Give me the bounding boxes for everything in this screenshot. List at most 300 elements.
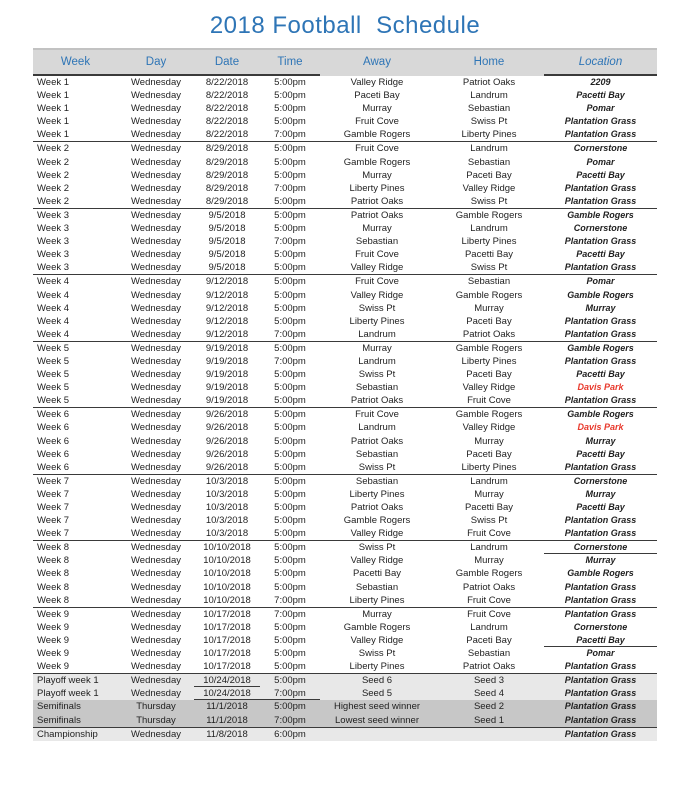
cell-away: Landrum [358,422,396,434]
schedule-row [33,634,657,647]
cell-home [434,728,544,741]
cell-away [320,728,434,741]
cell-away: Sebastian [355,475,399,487]
cell-day: Wednesday [131,342,181,354]
cell-time: 5:00pm [274,621,306,633]
cell-location: Plantation Grass [564,728,637,739]
cell-day: Wednesday [131,355,181,367]
cell-week: Week 8 [37,594,70,606]
cell-time: 7:00pm [274,608,306,620]
cell-date: 9/5/2018 [208,249,246,261]
cell-away: Gamble Rogers [343,515,411,527]
cell-home: Fruit Cove [467,528,511,540]
cell-location: Cornerstone [544,541,657,554]
cell-location: Davis Park [577,382,624,393]
cell-location: Gamble Rogers [567,209,634,220]
cell-date: 10/17/2018 [203,661,251,673]
schedule-row [33,554,657,567]
cell-date: 9/12/2018 [205,328,249,340]
cell-location: Gamble Rogers [567,568,634,579]
schedule-row [33,222,657,235]
cell-date: 10/17/2018 [203,648,251,660]
cell-home: Fruit Cove [467,395,511,407]
cell-home: Patriot Oaks [462,328,516,340]
cell-away: Patriot Oaks [350,209,404,221]
cell-away: Valley Ridge [350,634,404,646]
cell-date: 10/10/2018 [203,542,251,554]
cell-location: Murray [585,488,616,499]
cell-day: Thursday [136,701,176,713]
cell-home: Fruit Cove [467,608,511,620]
cell-location: Murray [585,435,616,446]
schedule-row [33,328,657,342]
cell-location: Plantation Grass [564,236,637,247]
cell-day: Wednesday [131,542,181,554]
cell-date: 9/5/2018 [208,236,246,248]
cell-day: Wednesday [131,90,181,102]
cell-location: Gamble Rogers [567,342,634,353]
cell-location: Davis Park [577,422,624,433]
cell-week: Week 3 [37,262,70,274]
cell-away: Murray [362,608,392,620]
cell-week: Week 9 [37,621,70,633]
col-header-day: Day [118,50,194,76]
cell-location: Pomar [586,648,615,659]
cell-home: Murray [474,435,504,447]
cell-time: 5:00pm [274,249,306,261]
cell-home: Sebastian [467,648,511,660]
cell-week: Semifinals [37,714,81,726]
cell-week: Week 7 [37,515,70,527]
cell-day: Wednesday [131,688,181,700]
cell-location: Plantation Grass [564,675,637,686]
schedule-row [33,435,657,448]
cell-time: 5:00pm [274,581,306,593]
cell-week: Week 6 [37,422,70,434]
cell-week: Week 7 [37,528,70,540]
cell-home: Murray [474,555,504,567]
cell-location: Plantation Grass [564,116,637,127]
cell-away: Gamble Rogers [343,156,411,168]
cell-away: Swiss Pt [358,542,396,554]
cell-date: 8/29/2018 [205,182,249,194]
cell-location: Plantation Grass [564,262,637,273]
cell-time: 5:00pm [274,342,306,354]
cell-home: Valley Ridge [462,382,516,394]
cell-home: Seed 3 [473,675,505,687]
cell-location: Murray [585,302,616,313]
cell-day: Wednesday [131,223,181,235]
cell-day: Wednesday [131,103,181,115]
cell-location: Cornerstone [573,143,628,154]
cell-day: Wednesday [131,77,181,88]
cell-away: Fruit Cove [355,276,399,288]
cell-week: Week 5 [37,369,70,381]
cell-day: Wednesday [131,129,181,141]
cell-day: Wednesday [131,581,181,593]
cell-home: Murray [474,488,504,500]
schedule-row [33,514,657,527]
schedule-row [33,660,657,674]
schedule-row [33,142,657,155]
cell-day: Wednesday [131,249,181,261]
cell-time: 7:00pm [274,594,306,606]
cell-time: 5:00pm [274,223,306,235]
cell-week: Week 6 [37,448,70,460]
schedule-row [33,475,657,488]
cell-location: Cornerstone [573,621,628,632]
cell-home: Sebastian [467,156,511,168]
cell-day: Wednesday [131,276,181,288]
schedule-row [33,621,657,634]
schedule-table [33,48,657,741]
cell-day: Wednesday [131,422,181,434]
cell-day: Wednesday [131,621,181,633]
cell-location: Plantation Grass [564,129,637,140]
cell-date: 8/29/2018 [205,169,249,181]
cell-week: Championship [37,728,98,740]
cell-week: Week 8 [37,555,70,567]
cell-date: 10/10/2018 [203,581,251,593]
cell-home: Sebastian [467,276,511,288]
schedule-row [33,76,657,89]
cell-day: Wednesday [131,448,181,460]
cell-time: 5:00pm [274,461,306,473]
cell-day: Thursday [136,714,176,726]
cell-away: Patriot Oaks [350,395,404,407]
cell-away: Liberty Pines [349,488,405,500]
cell-home: Patriot Oaks [462,661,516,673]
cell-away: Murray [362,103,392,115]
cell-date: 11/8/2018 [206,728,248,740]
cell-time: 5:00pm [274,169,306,181]
schedule-row [33,275,657,288]
cell-location: Plantation Grass [564,328,637,339]
cell-location: Plantation Grass [564,608,637,619]
cell-location: Plantation Grass [564,195,637,206]
cell-day: Wednesday [131,435,181,447]
cell-time: 5:00pm [274,302,306,314]
cell-home: Landrum [470,621,508,633]
cell-home: Pacetti Bay [464,502,514,513]
cell-week: Week 3 [37,209,70,221]
cell-home: Liberty Pines [461,236,517,248]
cell-time: 5:00pm [274,648,306,660]
cell-home: Liberty Pines [461,355,517,367]
cell-location: Plantation Grass [564,515,637,526]
cell-away: Swiss Pt [358,461,396,473]
cell-away: Valley Ridge [350,77,404,88]
cell-day: Wednesday [131,302,181,314]
cell-date: 8/22/2018 [205,129,249,141]
cell-time: 5:00pm [274,555,306,567]
cell-home: Seed 4 [473,688,505,700]
cell-home: Gamble Rogers [455,209,523,221]
cell-home: Gamble Rogers [455,568,523,580]
cell-day: Wednesday [131,728,181,740]
cell-time: 5:00pm [274,435,306,447]
cell-away: Swiss Pt [358,648,396,660]
schedule-row [33,608,657,621]
cell-time: 5:00pm [274,315,306,327]
cell-away: Sebastian [355,448,399,460]
schedule-row [33,209,657,222]
cell-home: Patriot Oaks [462,581,516,593]
cell-away: Paceti Bay [354,90,400,102]
cell-week: Semifinals [37,701,81,713]
cell-date: 9/5/2018 [208,262,246,274]
cell-location: Plantation Grass [564,395,637,406]
cell-location: Pomar [586,276,615,287]
cell-time: 7:00pm [274,182,306,194]
cell-week: Week 1 [37,129,70,141]
cell-location: Pacetti Bay [576,448,625,459]
schedule-row [33,728,657,741]
col-header-location: Location [544,50,657,76]
cell-away: Gamble Rogers [343,621,411,633]
cell-away: Gamble Rogers [343,129,411,141]
cell-date: 9/12/2018 [205,289,249,301]
cell-away: Valley Ridge [350,289,404,301]
cell-date: 9/26/2018 [205,409,249,421]
cell-day: Wednesday [131,209,181,221]
cell-time: 5:00pm [274,675,306,687]
cell-week: Week 3 [37,223,70,235]
cell-time: 5:00pm [274,502,306,513]
cell-week: Week 5 [37,355,70,367]
cell-time: 7:00pm [260,687,320,700]
cell-week: Week 5 [37,395,70,407]
schedule-table-body [33,76,657,741]
cell-time: 5:00pm [274,475,306,487]
cell-away: Valley Ridge [350,528,404,540]
schedule-row [33,248,657,261]
cell-date: 9/19/2018 [205,355,249,367]
schedule-row [33,674,657,687]
cell-date: 10/10/2018 [203,594,251,606]
cell-away: Sebastian [355,382,399,394]
cell-away: Murray [362,223,392,235]
schedule-row [33,394,657,408]
cell-week: Week 4 [37,289,70,301]
cell-time: 5:00pm [274,77,306,88]
cell-time: 7:00pm [274,714,306,726]
cell-location: Pacetti Bay [576,249,625,260]
cell-location: Pacetti Bay [576,169,625,180]
schedule-row [33,567,657,580]
cell-time: 7:00pm [274,328,306,340]
cell-location: Cornerstone [573,223,628,234]
cell-day: Wednesday [131,262,181,274]
schedule-row [33,647,657,660]
schedule-row [33,355,657,368]
cell-away: Liberty Pines [349,661,405,673]
cell-day: Wednesday [131,461,181,473]
cell-home: Swiss Pt [470,262,508,274]
schedule-row [33,235,657,248]
col-header-date: Date [194,50,260,76]
cell-time: 5:00pm [274,262,306,274]
cell-time: 6:00pm [274,728,306,740]
cell-home: Paceti Bay [466,169,512,181]
cell-week: Week 3 [37,249,70,261]
cell-day: Wednesday [131,608,181,620]
cell-date: 9/12/2018 [205,276,249,288]
cell-day: Wednesday [131,528,181,540]
cell-date: 10/17/2018 [203,608,251,620]
cell-away: Sebastian [355,581,399,593]
cell-home: Landrum [470,223,508,235]
cell-week: Playoff week 1 [37,688,99,700]
cell-home: Valley Ridge [462,422,516,434]
cell-date: 10/3/2018 [205,488,249,500]
cell-date: 8/22/2018 [205,77,249,88]
schedule-row [33,488,657,501]
schedule-row [33,687,657,700]
cell-away: Patriot Oaks [350,502,404,513]
cell-week: Week 2 [37,143,70,155]
cell-day: Wednesday [131,369,181,381]
cell-date: 10/3/2018 [205,475,249,487]
cell-date: 8/29/2018 [205,195,249,207]
cell-date: 9/26/2018 [205,448,249,460]
cell-date: 8/29/2018 [205,143,249,155]
cell-week: Week 4 [37,302,70,314]
cell-away: Fruit Cove [355,116,399,128]
cell-date: 10/24/2018 [194,674,260,687]
cell-away: Liberty Pines [349,182,405,194]
cell-location: Pacetti Bay [576,369,625,380]
cell-week: Playoff week 1 [37,675,99,687]
cell-home: Landrum [470,542,508,554]
cell-time: 7:00pm [274,236,306,248]
cell-date: 10/10/2018 [203,568,251,580]
schedule-row [33,261,657,275]
cell-day: Wednesday [131,648,181,660]
cell-week: Week 8 [37,568,70,580]
schedule-row [33,302,657,315]
cell-location: Plantation Grass [564,528,637,539]
cell-away: Murray [362,342,392,354]
cell-week: Week 9 [37,608,70,620]
cell-location: Cornerstone [573,475,628,486]
cell-home: Fruit Cove [467,594,511,606]
cell-date: 8/22/2018 [205,116,249,128]
cell-home: Paceti Bay [466,448,512,460]
cell-away: Pacetti Bay [352,568,402,580]
cell-away: Liberty Pines [349,594,405,606]
cell-day: Wednesday [131,661,181,673]
cell-date: 8/22/2018 [205,90,249,102]
cell-location: Pomar [586,156,615,167]
cell-day: Wednesday [131,594,181,606]
cell-home: Paceti Bay [466,369,512,381]
col-header-home: Home [473,56,505,68]
schedule-row [33,128,657,142]
cell-day: Wednesday [131,182,181,194]
cell-day: Wednesday [131,169,181,181]
cell-time: 5:00pm [274,634,306,646]
cell-away: Swiss Pt [358,302,396,314]
cell-date: 8/22/2018 [205,103,249,115]
cell-week: Week 9 [37,648,70,660]
cell-away: Patriot Oaks [350,195,404,207]
cell-location: Pacetti Bay [544,634,657,647]
cell-time: 5:00pm [274,448,306,460]
cell-location: Plantation Grass [564,355,637,366]
cell-day: Wednesday [131,382,181,394]
cell-date: 10/17/2018 [203,634,251,646]
schedule-row [33,581,657,594]
schedule-row [33,156,657,169]
cell-date: 9/5/2018 [208,223,246,235]
cell-away: Seed 5 [361,688,393,700]
cell-week: Week 2 [37,169,70,181]
schedule-row [33,182,657,195]
cell-time: 5:00pm [274,209,306,221]
schedule-row [33,89,657,102]
schedule-row [33,408,657,421]
cell-week: Week 2 [37,156,70,168]
schedule-row [33,700,657,713]
cell-week: Week 1 [37,90,70,102]
cell-week: Week 2 [37,195,70,207]
cell-week: Week 7 [37,502,70,513]
cell-date: 10/17/2018 [203,621,251,633]
cell-date: 10/3/2018 [205,502,249,513]
cell-week: Week 6 [37,461,70,473]
col-header-week: Week [33,50,118,76]
cell-location: Plantation Grass [564,714,637,725]
cell-time: 5:00pm [274,395,306,407]
cell-away: Lowest seed winner [335,714,419,726]
cell-date: 9/26/2018 [205,435,249,447]
cell-date: 9/12/2018 [205,302,249,314]
cell-day: Wednesday [131,515,181,527]
cell-time: 7:00pm [274,355,306,367]
cell-day: Wednesday [131,568,181,580]
col-header-away: Away [363,56,391,68]
schedule-row [33,381,657,394]
cell-location: Plantation Grass [564,182,637,193]
cell-date: 9/19/2018 [205,369,249,381]
cell-home: Landrum [470,90,508,102]
cell-week: Week 1 [37,116,70,128]
schedule-row [33,714,657,728]
cell-week: Week 9 [37,634,70,646]
cell-week: Week 3 [37,236,70,248]
cell-time: 5:00pm [274,369,306,381]
cell-location: Plantation Grass [564,581,637,592]
cell-away: Highest seed winner [333,701,421,713]
cell-time: 5:00pm [274,156,306,168]
cell-day: Wednesday [131,195,181,207]
page-title: 2018 Football Schedule [209,12,481,39]
cell-week: Week 7 [37,488,70,500]
cell-away: Liberty Pines [349,315,405,327]
cell-away: Fruit Cove [355,409,399,421]
cell-time: 5:00pm [274,528,306,540]
cell-week: Week 5 [37,382,70,394]
cell-home: Pacetti Bay [464,249,514,261]
cell-away: Fruit Cove [355,249,399,261]
col-header-time: Time [260,50,320,76]
cell-location: Pacetti Bay [576,90,625,101]
cell-date: 9/19/2018 [205,342,249,354]
cell-away: Valley Ridge [350,555,404,567]
cell-day: Wednesday [131,116,181,128]
cell-location: Plantation Grass [564,315,637,326]
